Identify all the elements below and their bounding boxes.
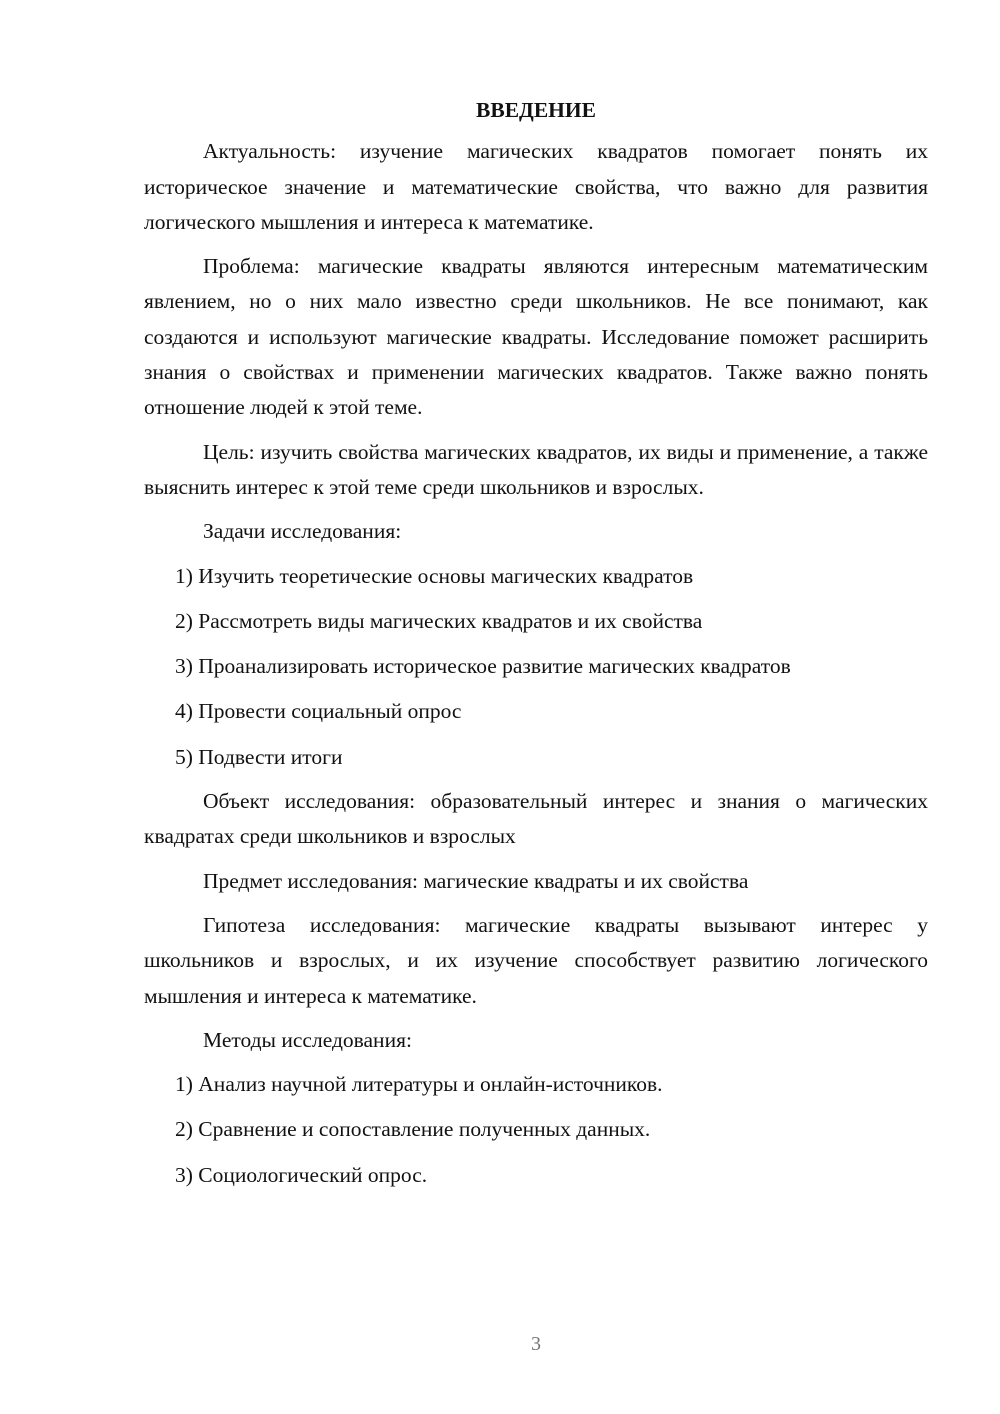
tasks-heading: Задачи исследования:: [203, 519, 402, 544]
methods-heading: Методы исследования:: [203, 1027, 412, 1052]
list-item: 4) Провести социальный опрос: [175, 699, 462, 724]
list-item: 3) Социологический опрос.: [175, 1162, 428, 1187]
section-title: ВВЕДЕНИЕ: [476, 98, 596, 122]
subject-paragraph: Предмет исследования: магические квадраты и их свойства: [203, 868, 749, 893]
tasks-list: [144, 559, 928, 775]
list-item: 3) Проанализировать историческое развитие магических квадратов: [175, 654, 791, 679]
list-item: 1) Анализ научной литературы и онлайн-источников.: [175, 1072, 663, 1097]
relevance-paragraph: Актуальность: изучение магических квадратов помогает понять их историческое значение и математические свойства, что важно для развития логического мышления и интереса к математике.: [144, 139, 928, 234]
list-item: 1) Изучить теоретические основы магических квадратов: [175, 563, 694, 588]
page-number: 3: [531, 1333, 541, 1355]
document-body: [144, 93, 928, 1193]
hypothesis-paragraph: Гипотеза исследования: магические квадраты вызывают интерес у школьников и взрослых, и их изучение способствует развитию логического мышления и интереса к математике.: [144, 912, 928, 1008]
goal-paragraph: Цель: изучить свойства магических квадратов, их виды и применение, а также выяснить интерес к этой теме среди школьников и взрослых.: [144, 439, 928, 499]
problem-paragraph: Проблема: магические квадраты являются интересным математическим явлением, но о них мало известно среди школьников. Не все понимают, как создаются и используют магические квадраты. Исследование поможет расширить знания о свойствах и применении магических квадратов. Также важно понять отношение людей к этой теме.: [144, 254, 928, 420]
object-paragraph: Объект исследования: образовательный интерес и знания о магических квадратах среди школьников и взрослых: [144, 789, 928, 849]
list-item: 2) Рассмотреть виды магических квадратов и их свойства: [175, 608, 703, 633]
list-item: 5) Подвести итоги: [175, 744, 343, 769]
list-item: 2) Сравнение и сопоставление полученных данных.: [175, 1117, 651, 1142]
methods-list: [144, 1067, 928, 1193]
